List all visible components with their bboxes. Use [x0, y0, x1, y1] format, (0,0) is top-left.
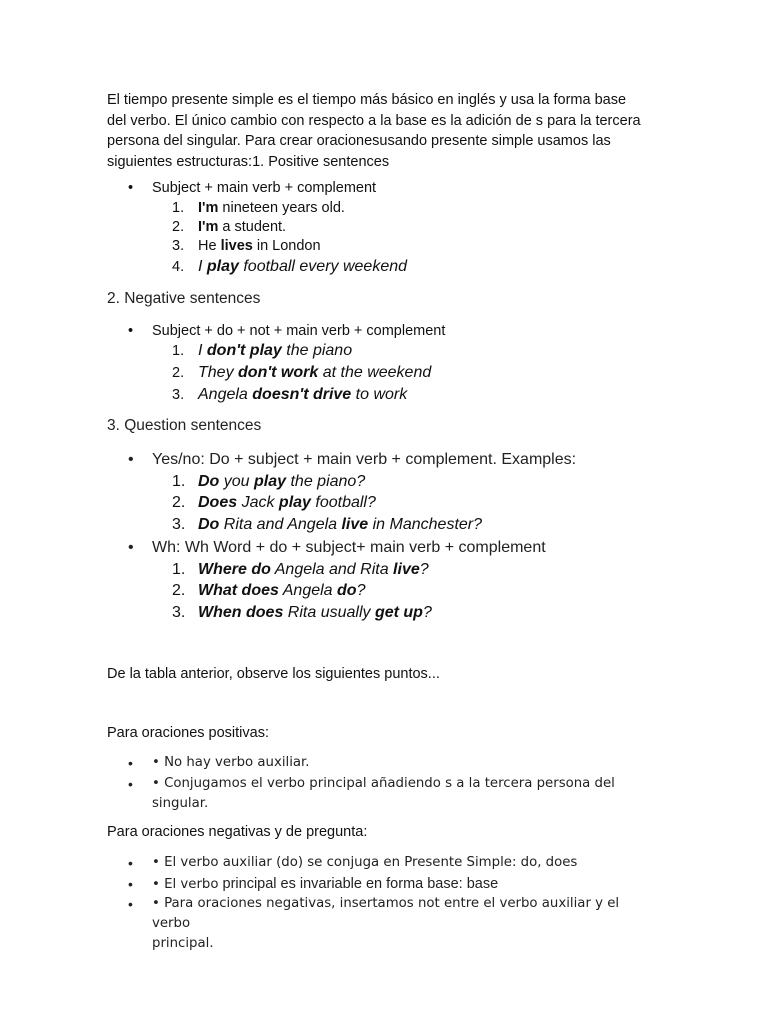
positive-notes-heading: Para oraciones positivas:	[107, 725, 269, 741]
yesno-example-1: 1. Do you play the piano?	[172, 473, 366, 490]
positive-note-2: • • Conjugamos el verbo principal añadiendo s a la tercera persona del singular.	[128, 776, 615, 811]
positive-note-1: • • No hay verbo auxiliar.	[128, 755, 310, 771]
negative-structure-bullet: • Subject + do + not + main verb + complement	[128, 323, 446, 339]
bullet-dot: •	[128, 755, 133, 771]
notes-intro: De la tabla anterior, observe los siguientes puntos...	[107, 666, 440, 682]
positive-structure-bullet: • Subject + main verb + complement	[128, 180, 377, 196]
bullet-dot: •	[128, 896, 133, 912]
bullet-dot: •	[128, 539, 134, 556]
bullet-dot: •	[128, 323, 134, 339]
positive-example-1: 1. I'm nineteen years old.	[172, 200, 345, 216]
wh-example-2: 2. What does Angela do?	[172, 582, 366, 599]
negative-example-2: 2. They don't work at the weekend	[172, 364, 432, 381]
question-heading: 3. Question sentences	[107, 417, 262, 434]
negq-note-1: • • El verbo auxiliar (do) se conjuga en Presente Simple: do, does	[128, 855, 578, 871]
intro-paragraph	[107, 90, 667, 172]
positive-example-2: 2. I'm a student.	[172, 219, 287, 235]
wh-example-1: 1. Where do Angela and Rita live?	[172, 561, 429, 578]
bullet-dot: •	[128, 180, 134, 196]
negq-note-3: • • Para oraciones negativas, insertamos not entre el verbo auxiliar y el verbo principal.	[128, 896, 620, 951]
wh-example-3: 3. When does Rita usually get up?	[172, 604, 432, 621]
negq-note-2: • • El verbo principal es invariable en forma base: base	[128, 876, 499, 892]
negative-example-1: 1. I don't play the piano	[172, 342, 353, 359]
yesno-example-2: 2. Does Jack play football?	[172, 494, 376, 511]
bullet-dot: •	[128, 876, 133, 892]
bullet-dot: •	[128, 451, 134, 468]
wh-structure-bullet: • Wh: Wh Word + do + subject+ main verb + complement	[128, 539, 546, 556]
intro-line: persona del singular. Para crear oracionesusando presente simple usamos las	[107, 133, 611, 149]
intro-line: siguientes estructuras:1. Positive sentences	[107, 153, 390, 170]
intro-line: del verbo. El único cambio con respecto a la base es la adición de s para la tercera	[107, 112, 641, 129]
yesno-structure-bullet: • Yes/no: Do + subject + main verb + complement. Examples:	[128, 451, 577, 468]
positive-example-4: 4. I play football every weekend	[172, 258, 408, 275]
bullet-dot: •	[128, 776, 133, 792]
yesno-example-3: 3. Do Rita and Angela live in Manchester?	[172, 516, 483, 533]
intro-line: El tiempo presente simple es el tiempo más básico en inglés y usa la forma base	[107, 92, 627, 108]
negq-notes-heading: Para oraciones negativas y de pregunta:	[107, 824, 368, 840]
positive-example-3: 3. He lives in London	[172, 238, 321, 254]
negative-heading: 2. Negative sentences	[107, 290, 261, 307]
bullet-dot: •	[128, 855, 133, 871]
negative-example-3: 3. Angela doesn't drive to work	[172, 386, 408, 403]
